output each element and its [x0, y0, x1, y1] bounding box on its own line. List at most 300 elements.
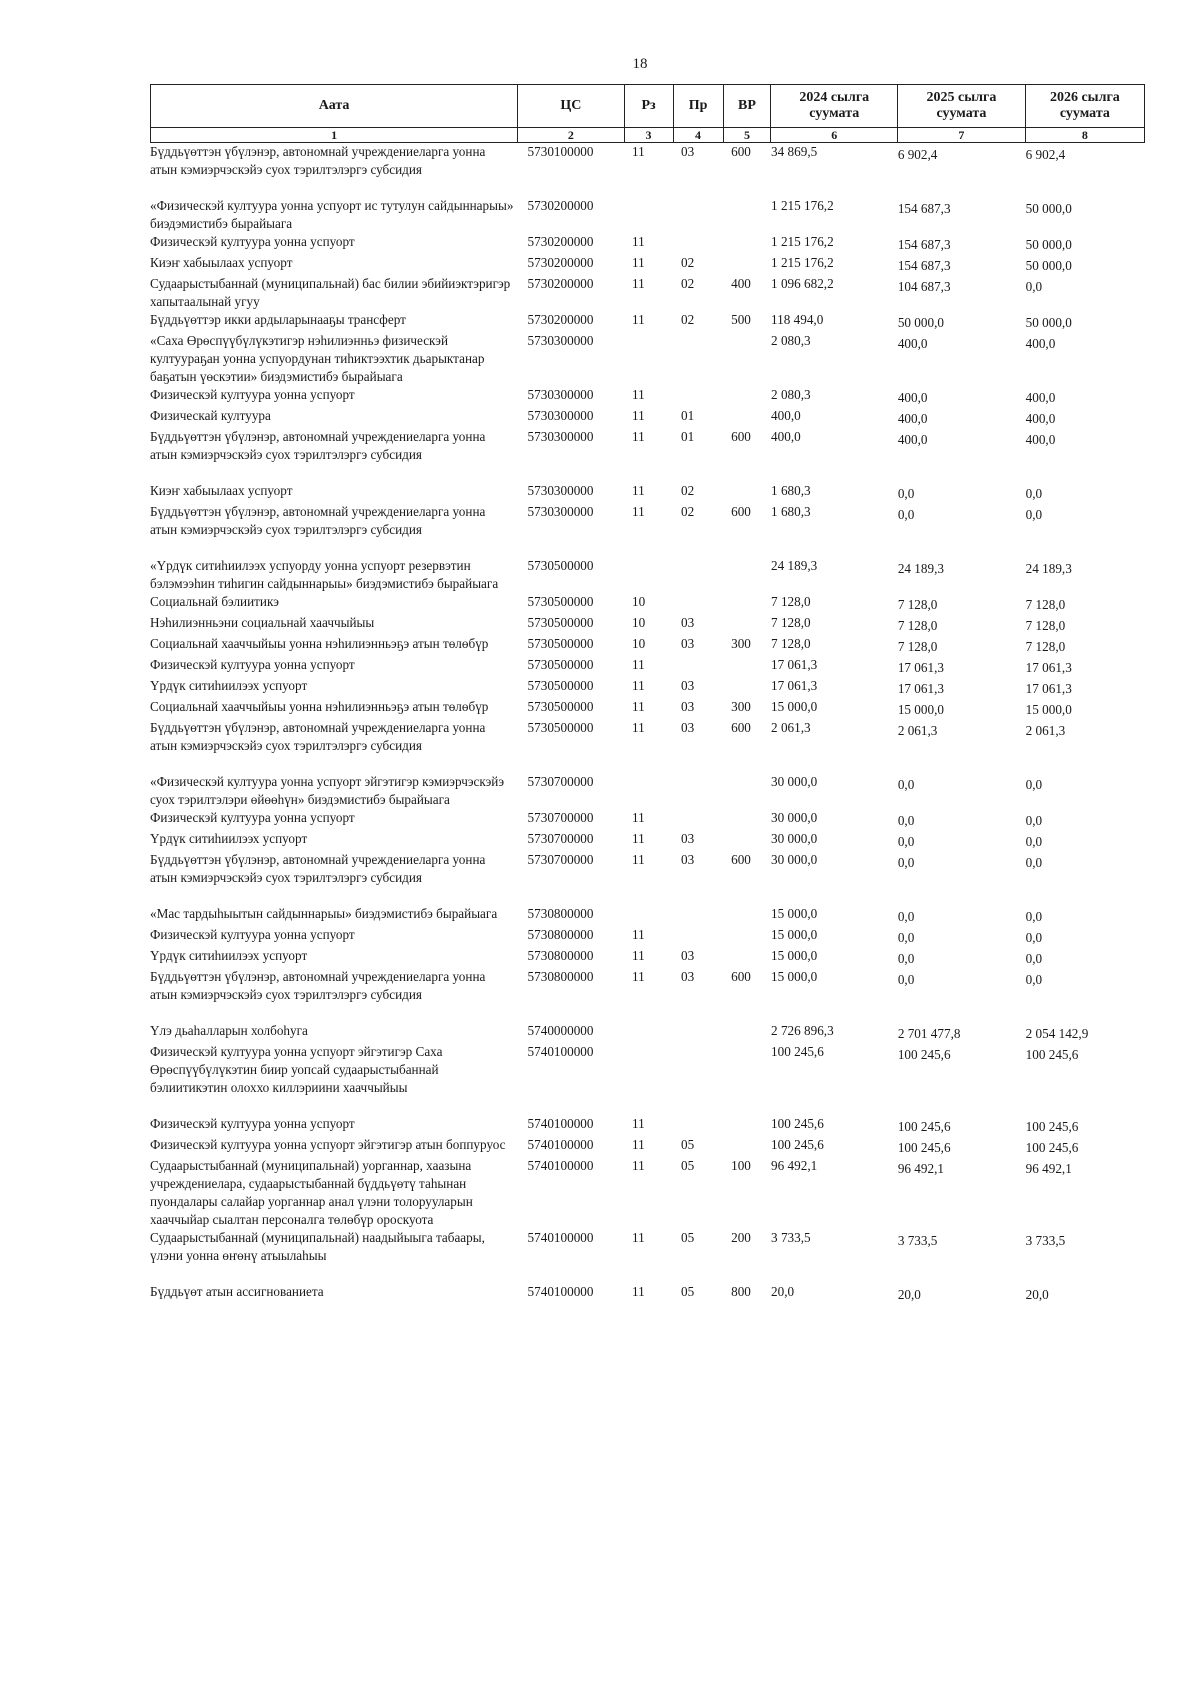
table-row	[150, 926, 1145, 947]
row-pr: 03	[681, 699, 695, 714]
row-rz: 10	[632, 594, 646, 609]
row-amount-2026: 0,0	[1025, 777, 1043, 792]
row-name: Физическэй култуура уонна успуорт	[150, 657, 355, 672]
row-rz: 10	[632, 636, 646, 651]
row-cs: 5730300000	[527, 333, 594, 348]
table-row	[150, 275, 1145, 311]
row-amount-2026: 50 000,0	[1025, 237, 1072, 252]
row-rz	[624, 1043, 673, 1115]
row-name: Бүддьүөттэн үбүлэнэр, автономнай учреждениеларга уонна атын кэмиэрчэскэйэ суох тэрилтэлэргэ субсидия	[150, 852, 486, 885]
row-cs: 5740100000	[527, 1044, 594, 1059]
table-row	[150, 386, 1145, 407]
row-amount-2024: 30 000,0	[771, 810, 818, 825]
row-amount-2024: 15 000,0	[771, 906, 818, 921]
row-cs: 5740100000	[527, 1158, 594, 1173]
row-cs: 5740100000	[527, 1230, 594, 1245]
row-name: «Үрдүк ситиһиилээх успуорду уонна успуорт резервэтин бэлэмээһин тиһигин сайдыннарыы» биэдэмистибэ бырайыага	[150, 558, 499, 591]
row-name: Бүддьүөттэн үбүлэнэр, автономнай учреждениеларга уонна атын кэмиэрчэскэйэ суох тэрилтэлэргэ субсидия	[150, 504, 486, 537]
row-name: «Физическэй култуура уонна успуорт ис тутулун сайдыннарыы» биэдэмистибэ бырайыага	[150, 198, 514, 231]
row-vr: 600	[731, 144, 751, 159]
row-pr: 05	[681, 1284, 695, 1299]
row-vr: 600	[731, 504, 751, 519]
row-amount-2024: 30 000,0	[771, 852, 818, 867]
row-amount-2024: 30 000,0	[771, 831, 818, 846]
row-amount-2024: 30 000,0	[771, 774, 818, 789]
row-amount-2025: 6 902,4	[897, 147, 938, 162]
table-row	[150, 143, 1145, 197]
row-amount-2024: 17 061,3	[771, 678, 818, 693]
row-amount-2025: 0,0	[897, 813, 915, 828]
row-cs: 5730700000	[527, 810, 594, 825]
row-amount-2025: 17 061,3	[897, 681, 944, 696]
row-rz: 10	[632, 615, 646, 630]
row-cs: 5730300000	[527, 504, 594, 519]
row-name: Бүддьүөттэр икки ардыларынааҕы трансферт	[150, 312, 406, 327]
row-amount-2025: 400,0	[897, 390, 928, 405]
table-row	[150, 428, 1145, 482]
row-vr	[723, 332, 771, 386]
row-cs: 5730200000	[527, 255, 594, 270]
table-row	[150, 1283, 1145, 1304]
budget-table	[150, 84, 1145, 1304]
row-amount-2026: 100 245,6	[1025, 1119, 1079, 1134]
row-amount-2024: 17 061,3	[771, 657, 818, 672]
row-rz: 11	[632, 144, 645, 159]
row-amount-2025: 3 733,5	[897, 1233, 938, 1248]
table-row	[150, 968, 1145, 1022]
row-name: Судаарыстыбаннай (муниципальнай) бас билии эбийиэктэригэр хапытаалынай угуу	[150, 276, 511, 309]
row-pr: 01	[681, 429, 695, 444]
row-amount-2025: 96 492,1	[897, 1161, 944, 1176]
row-amount-2026: 0,0	[1025, 930, 1043, 945]
row-name: Физическэй култуура уонна успуорт	[150, 810, 355, 825]
row-vr	[723, 1022, 771, 1043]
row-amount-2026: 0,0	[1025, 486, 1043, 501]
row-amount-2024: 100 245,6	[771, 1116, 824, 1131]
row-cs: 5730500000	[527, 699, 594, 714]
row-amount-2024: 15 000,0	[771, 948, 818, 963]
row-amount-2024: 15 000,0	[771, 699, 818, 714]
row-name: Физическай култуура	[150, 408, 271, 423]
table-row	[150, 1043, 1145, 1115]
row-amount-2026: 0,0	[1025, 813, 1043, 828]
row-name: Бүддьүөттэн үбүлэнэр, автономнай учреждениеларга уонна атын кэмиэрчэскэйэ суох тэрилтэлэргэ субсидия	[150, 429, 486, 462]
table-row	[150, 698, 1145, 719]
row-amount-2025: 50 000,0	[897, 315, 944, 330]
row-amount-2024: 2 080,3	[771, 333, 811, 348]
table-row	[150, 809, 1145, 830]
row-vr	[723, 905, 771, 926]
row-cs: 5730500000	[527, 657, 594, 672]
row-vr: 800	[731, 1284, 751, 1299]
row-amount-2024: 118 494,0	[771, 312, 824, 327]
row-amount-2026: 7 128,0	[1025, 618, 1066, 633]
row-rz: 11	[632, 927, 645, 942]
row-name: Киэҥ хабыылаах успуорт	[150, 255, 293, 270]
row-cs: 5740100000	[527, 1137, 594, 1152]
table-row	[150, 677, 1145, 698]
row-pr	[673, 233, 723, 254]
row-pr	[673, 1043, 723, 1115]
row-amount-2026: 24 189,3	[1025, 561, 1072, 576]
row-amount-2026: 50 000,0	[1025, 258, 1072, 273]
row-amount-2024: 100 245,6	[771, 1137, 824, 1152]
row-vr: 600	[731, 720, 751, 735]
table-row	[150, 656, 1145, 677]
row-vr	[723, 947, 771, 968]
row-rz: 11	[632, 678, 645, 693]
table-row	[150, 830, 1145, 851]
row-amount-2025: 20,0	[897, 1287, 921, 1302]
row-amount-2025: 15 000,0	[897, 702, 944, 717]
column-number: 2	[518, 128, 624, 143]
table-row	[150, 557, 1145, 593]
row-pr	[673, 809, 723, 830]
row-pr: 02	[681, 276, 695, 291]
table-row	[150, 503, 1145, 557]
row-cs: 5730500000	[527, 615, 594, 630]
row-vr	[723, 677, 771, 698]
row-amount-2025: 100 245,6	[897, 1119, 951, 1134]
row-amount-2024: 1 096 682,2	[771, 276, 834, 291]
header-2025: 2025 сылга суумата	[898, 85, 1026, 128]
row-vr	[723, 557, 771, 593]
row-name: Бүддьүөттэн үбүлэнэр, автономнай учреждениеларга уонна атын кэмиэрчэскэйэ суох тэрилтэлэргэ субсидия	[150, 969, 486, 1002]
row-amount-2024: 2 726 896,3	[771, 1023, 834, 1038]
row-name: Үлэ дьаһалларын холбоһуга	[150, 1023, 308, 1038]
row-name: Киэҥ хабыылаах успуорт	[150, 483, 293, 498]
row-cs: 5730100000	[527, 144, 594, 159]
row-rz	[624, 905, 673, 926]
row-amount-2026: 3 733,5	[1025, 1233, 1066, 1248]
row-vr	[723, 830, 771, 851]
row-cs: 5740100000	[527, 1116, 594, 1131]
row-vr: 100	[731, 1158, 751, 1173]
table-row	[150, 1157, 1145, 1229]
row-pr: 02	[681, 312, 695, 327]
row-name: Физическэй култуура уонна успуорт	[150, 1116, 355, 1131]
row-amount-2026: 0,0	[1025, 834, 1043, 849]
row-cs: 5730500000	[527, 558, 594, 573]
row-pr: 05	[681, 1158, 695, 1173]
row-name: Судаарыстыбаннай (муниципальнай) уорганнар, хаазына учреждениелара, судаарыстыбаннай бүддьүөтү таһынан пуондалары салайар уорганнар анал үлэни толорууларын хааччыйар сыалтан персоналга төлөбүр ороскуота	[150, 1158, 473, 1227]
column-number: 4	[673, 128, 723, 143]
table-row	[150, 1229, 1145, 1283]
header-rz: Рз	[624, 85, 673, 128]
row-pr: 03	[681, 144, 695, 159]
row-amount-2026: 400,0	[1025, 336, 1056, 351]
row-amount-2024: 96 492,1	[771, 1158, 818, 1173]
header-cs: ЦС	[518, 85, 624, 128]
row-name: «Физическэй култуура уонна успуорт эйгэтигэр кэмиэрчэскэйэ суох тэрилтэлэри өйөөһүн» биэдэмистибэ бырайыага	[150, 774, 504, 807]
row-cs: 5730200000	[527, 198, 594, 213]
row-amount-2025: 0,0	[897, 486, 915, 501]
column-number: 6	[771, 128, 898, 143]
row-amount-2026: 96 492,1	[1025, 1161, 1072, 1176]
row-amount-2024: 20,0	[771, 1284, 795, 1299]
row-amount-2024: 1 680,3	[771, 504, 811, 519]
page-number: 18	[632, 56, 648, 72]
row-amount-2024: 7 128,0	[771, 636, 811, 651]
row-vr	[723, 254, 771, 275]
column-number: 3	[624, 128, 673, 143]
row-rz: 11	[632, 1230, 645, 1245]
row-amount-2025: 7 128,0	[897, 618, 938, 633]
row-amount-2026: 0,0	[1025, 972, 1043, 987]
header-aata: Аата	[151, 85, 518, 128]
row-rz: 11	[632, 1284, 645, 1299]
row-amount-2026: 400,0	[1025, 432, 1056, 447]
row-rz: 11	[632, 720, 645, 735]
row-cs: 5730300000	[527, 429, 594, 444]
row-amount-2024: 24 189,3	[771, 558, 818, 573]
row-pr: 03	[681, 678, 695, 693]
row-name: «Мас тардыһыытын сайдыннарыы» биэдэмистибэ бырайыага	[150, 906, 498, 921]
row-pr: 03	[681, 969, 695, 984]
row-name: Үрдүк ситиһиилээх успуорт	[150, 831, 308, 846]
row-rz: 11	[632, 234, 645, 249]
row-amount-2025: 17 061,3	[897, 660, 944, 675]
row-amount-2025: 154 687,3	[897, 201, 951, 216]
row-vr: 200	[731, 1230, 751, 1245]
row-vr: 600	[731, 969, 751, 984]
row-pr: 02	[681, 504, 695, 519]
row-rz: 11	[632, 831, 645, 846]
row-amount-2024: 2 061,3	[771, 720, 811, 735]
row-cs: 5730800000	[527, 906, 594, 921]
row-rz	[624, 1022, 673, 1043]
row-amount-2025: 0,0	[897, 507, 915, 522]
row-cs: 5730300000	[527, 483, 594, 498]
row-amount-2026: 15 000,0	[1025, 702, 1072, 717]
row-amount-2024: 1 215 176,2	[771, 198, 834, 213]
table-row	[150, 1115, 1145, 1136]
row-name: Бүддьүөт атын ассигнованиета	[150, 1284, 324, 1299]
row-amount-2026: 2 054 142,9	[1025, 1026, 1089, 1041]
row-vr: 600	[731, 429, 751, 444]
row-cs: 5730200000	[527, 276, 594, 291]
row-pr	[673, 593, 723, 614]
row-vr: 400	[731, 276, 751, 291]
row-name: Үрдүк ситиһиилээх успуорт	[150, 678, 308, 693]
row-cs: 5730300000	[527, 408, 594, 423]
row-name: Бүддьүөттэн үбүлэнэр, автономнай учреждениеларга уонна атын кэмиэрчэскэйэ суох тэрилтэлэргэ субсидия	[150, 144, 486, 177]
row-amount-2025: 100 245,6	[897, 1047, 951, 1062]
row-amount-2026: 6 902,4	[1025, 147, 1066, 162]
table-row	[150, 773, 1145, 809]
row-amount-2025: 0,0	[897, 777, 915, 792]
row-vr: 300	[731, 636, 751, 651]
table-row	[150, 233, 1145, 254]
table-row	[150, 197, 1145, 233]
row-amount-2026: 0,0	[1025, 855, 1043, 870]
row-amount-2025: 400,0	[897, 336, 928, 351]
row-vr	[723, 1115, 771, 1136]
table-header	[150, 84, 1145, 143]
row-name: «Саха Өрөспүүбүлүкэтигэр нэһилиэнньэ физическэй култуураҕан уонна успуордунан тиһиктээхтик дьарыктанар баҕатын үөскэтии» биэдэмистибэ бырайыага	[150, 333, 485, 384]
row-amount-2024: 1 680,3	[771, 483, 811, 498]
row-vr	[723, 386, 771, 407]
column-number: 1	[151, 128, 518, 143]
row-pr: 03	[681, 720, 695, 735]
row-pr	[673, 386, 723, 407]
row-rz: 11	[632, 810, 645, 825]
row-pr	[673, 557, 723, 593]
row-amount-2024: 3 733,5	[771, 1230, 811, 1245]
row-vr	[723, 593, 771, 614]
row-amount-2026: 17 061,3	[1025, 660, 1072, 675]
row-pr	[673, 773, 723, 809]
row-amount-2026: 0,0	[1025, 951, 1043, 966]
row-cs: 5730500000	[527, 636, 594, 651]
row-rz	[624, 332, 673, 386]
table-row	[150, 254, 1145, 275]
row-vr	[723, 482, 771, 503]
row-amount-2025: 7 128,0	[897, 639, 938, 654]
row-vr	[723, 1136, 771, 1157]
table-row	[150, 593, 1145, 614]
row-amount-2025: 100 245,6	[897, 1140, 951, 1155]
row-vr	[723, 197, 771, 233]
row-amount-2024: 1 215 176,2	[771, 255, 834, 270]
column-number: 7	[898, 128, 1026, 143]
row-vr	[723, 233, 771, 254]
header-pr: Пр	[673, 85, 723, 128]
row-rz	[624, 197, 673, 233]
row-name: Нэһилиэнньэни социальнай хааччыйыы	[150, 615, 375, 630]
row-name: Үрдүк ситиһиилээх успуорт	[150, 948, 308, 963]
row-name: Физическэй култуура уонна успуорт	[150, 927, 355, 942]
header-2026: 2026 сылга суумата	[1025, 85, 1144, 128]
row-amount-2025: 0,0	[897, 930, 915, 945]
row-pr	[673, 656, 723, 677]
row-pr	[673, 926, 723, 947]
row-amount-2024: 15 000,0	[771, 927, 818, 942]
row-amount-2026: 0,0	[1025, 909, 1043, 924]
row-pr: 03	[681, 852, 695, 867]
row-amount-2024: 7 128,0	[771, 594, 811, 609]
row-rz: 11	[632, 657, 645, 672]
table-body	[150, 143, 1145, 1304]
table-row	[150, 719, 1145, 773]
row-name: Физическэй култуура уонна успуорт эйгэтигэр атын боппуруос	[150, 1137, 506, 1152]
table-row	[150, 1136, 1145, 1157]
row-cs: 5730500000	[527, 594, 594, 609]
row-pr	[673, 1022, 723, 1043]
row-pr: 03	[681, 615, 695, 630]
row-vr	[723, 656, 771, 677]
row-vr	[723, 614, 771, 635]
row-cs: 5730700000	[527, 831, 594, 846]
row-rz: 11	[632, 387, 645, 402]
row-cs: 5730200000	[527, 312, 594, 327]
row-rz: 11	[632, 948, 645, 963]
row-amount-2025: 154 687,3	[897, 258, 951, 273]
row-cs: 5730200000	[527, 234, 594, 249]
table-row	[150, 947, 1145, 968]
row-name: Физическэй култуура уонна успуорт	[150, 387, 355, 402]
row-amount-2025: 7 128,0	[897, 597, 938, 612]
row-vr	[723, 1043, 771, 1115]
row-rz: 11	[632, 1116, 645, 1131]
row-amount-2026: 7 128,0	[1025, 597, 1066, 612]
row-cs: 5740100000	[527, 1284, 594, 1299]
row-name: Судаарыстыбаннай (муниципальнай) наадыйыыга табаары, үлэни уонна өҥөнү атыылаһыы	[150, 1230, 485, 1263]
row-vr	[723, 773, 771, 809]
row-pr: 01	[681, 408, 695, 423]
row-pr: 02	[681, 483, 695, 498]
row-cs: 5730800000	[527, 927, 594, 942]
row-pr	[673, 905, 723, 926]
row-amount-2025: 400,0	[897, 432, 928, 447]
row-pr: 05	[681, 1230, 695, 1245]
row-rz	[624, 773, 673, 809]
row-pr: 02	[681, 255, 695, 270]
row-vr	[723, 407, 771, 428]
row-name: Физическэй култуура уонна успуорт	[150, 234, 355, 249]
row-amount-2025: 24 189,3	[897, 561, 944, 576]
header-vr: ВР	[723, 85, 771, 128]
row-pr: 03	[681, 636, 695, 651]
row-amount-2025: 104 687,3	[897, 279, 951, 294]
row-amount-2025: 0,0	[897, 909, 915, 924]
table-row	[150, 851, 1145, 905]
row-amount-2024: 400,0	[771, 429, 801, 444]
table-row	[150, 635, 1145, 656]
row-amount-2026: 100 245,6	[1025, 1047, 1079, 1062]
row-name: Социальнай хааччыйыы уонна нэһилиэнньэҕэ атын төлөбүр	[150, 636, 489, 651]
row-amount-2024: 2 080,3	[771, 387, 811, 402]
row-amount-2025: 0,0	[897, 951, 915, 966]
row-cs: 5730700000	[527, 774, 594, 789]
row-cs: 5730700000	[527, 852, 594, 867]
row-amount-2026: 50 000,0	[1025, 201, 1072, 216]
row-amount-2026: 0,0	[1025, 507, 1043, 522]
row-rz: 11	[632, 276, 645, 291]
row-amount-2024: 400,0	[771, 408, 801, 423]
table-row	[150, 905, 1145, 926]
row-amount-2026: 7 128,0	[1025, 639, 1066, 654]
row-amount-2026: 2 061,3	[1025, 723, 1066, 738]
row-amount-2026: 400,0	[1025, 390, 1056, 405]
row-amount-2026: 400,0	[1025, 411, 1056, 426]
row-vr: 500	[731, 312, 751, 327]
column-number: 8	[1025, 128, 1144, 143]
row-pr	[673, 332, 723, 386]
table-row	[150, 332, 1145, 386]
row-pr: 03	[681, 831, 695, 846]
row-vr: 300	[731, 699, 751, 714]
row-cs: 5730800000	[527, 948, 594, 963]
header-2024: 2024 сылга суумата	[771, 85, 898, 128]
row-vr: 600	[731, 852, 751, 867]
row-vr	[723, 926, 771, 947]
row-amount-2025: 2 061,3	[897, 723, 938, 738]
row-amount-2026: 17 061,3	[1025, 681, 1072, 696]
row-amount-2024: 34 869,5	[771, 144, 818, 159]
row-pr: 05	[681, 1137, 695, 1152]
column-number: 5	[723, 128, 771, 143]
table-row	[150, 311, 1145, 332]
row-rz: 11	[632, 408, 645, 423]
row-rz: 11	[632, 312, 645, 327]
row-amount-2026: 0,0	[1025, 279, 1043, 294]
table-row	[150, 407, 1145, 428]
table-row	[150, 1022, 1145, 1043]
row-amount-2026: 100 245,6	[1025, 1140, 1079, 1155]
row-rz: 11	[632, 852, 645, 867]
row-rz: 11	[632, 969, 645, 984]
